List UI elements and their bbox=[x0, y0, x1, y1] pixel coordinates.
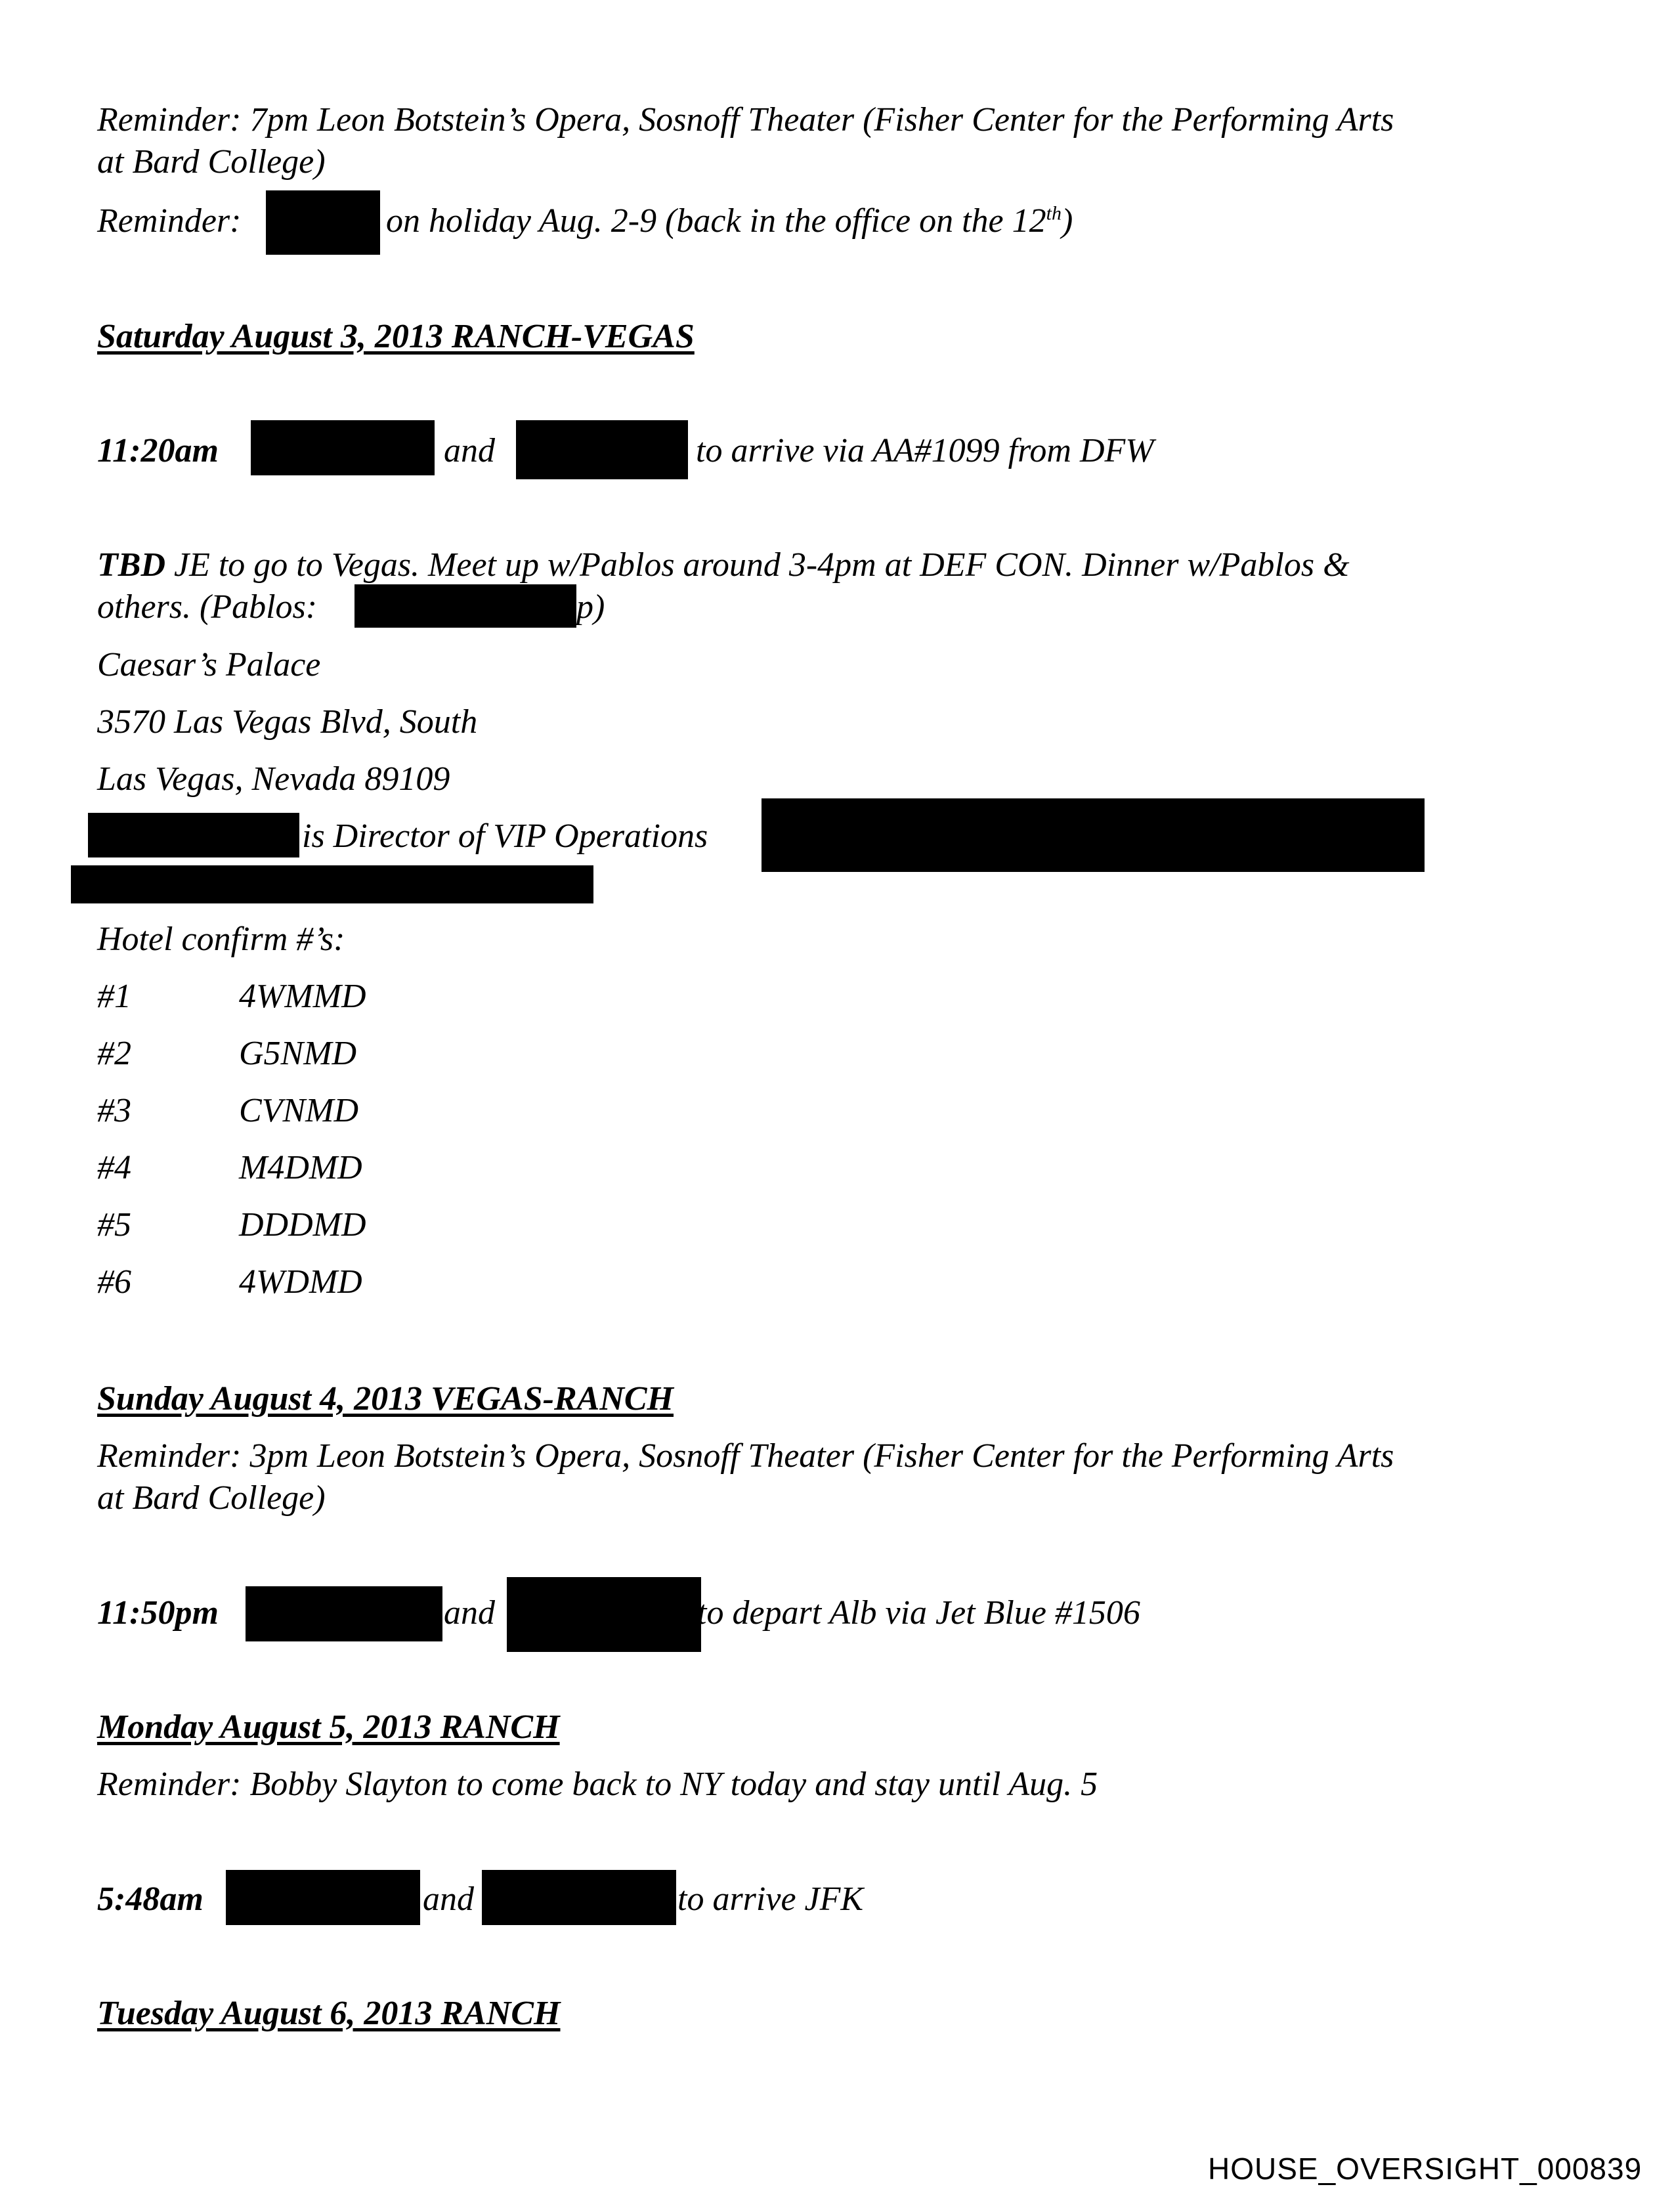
confirm-num-2: #2 bbox=[97, 1035, 131, 1072]
depart-time-aug4: 11:50pm bbox=[97, 1594, 219, 1632]
redaction-box bbox=[226, 1870, 420, 1925]
redaction-box bbox=[482, 1870, 676, 1925]
redaction-box bbox=[516, 420, 688, 479]
redaction-box bbox=[88, 813, 299, 857]
arrive-and-aug5: and bbox=[423, 1880, 474, 1918]
vip-text: is Director of VIP Operations bbox=[302, 817, 708, 855]
reminder-holiday-prefix: Reminder: bbox=[97, 202, 242, 240]
tbd-line bbox=[97, 544, 1350, 587]
redaction-box bbox=[507, 1577, 701, 1652]
redaction-box bbox=[762, 798, 1425, 872]
depart-text-aug4: to depart Alb via Jet Blue #1506 bbox=[697, 1594, 1140, 1632]
confirm-num-1: #1 bbox=[97, 978, 131, 1015]
depart-and-aug4: and bbox=[444, 1594, 495, 1632]
arrive-text-aug5: to arrive JFK bbox=[677, 1880, 864, 1918]
confirm-code-6: 4WDMD bbox=[239, 1263, 362, 1301]
tbd-cont-a: others. (Pablos: bbox=[97, 588, 318, 626]
tbd-text: JE to go to Vegas. Meet up w/Pablos around 3-4pm at DEF CON. Dinner w/Pablos & bbox=[174, 546, 1350, 584]
reminder-holiday-text: on holiday Aug. 2-9 (back in the office on the 12 bbox=[386, 202, 1046, 240]
reminder-holiday-sup: th bbox=[1046, 202, 1062, 225]
arrival-time-aug3: 11:20am bbox=[97, 432, 219, 469]
heading-aug3: Saturday August 3, 2013 RANCH-VEGAS bbox=[97, 318, 695, 355]
confirm-code-5: DDDMD bbox=[239, 1206, 366, 1244]
confirm-code-4: M4DMD bbox=[239, 1149, 362, 1186]
heading-aug6: Tuesday August 6, 2013 RANCH bbox=[97, 1995, 561, 2032]
confirm-code-2: G5NMD bbox=[239, 1035, 357, 1072]
confirm-num-3: #3 bbox=[97, 1092, 131, 1129]
redaction-box bbox=[71, 865, 593, 903]
reminder-opera-aug4: Reminder: 3pm Leon Botstein’s Opera, Sosnoff Theater (Fisher Center for the Performing Arts bbox=[97, 1437, 1394, 1475]
reminder-holiday bbox=[386, 200, 1073, 243]
tbd-cont-b: p) bbox=[576, 588, 605, 626]
confirm-num-4: #4 bbox=[97, 1149, 131, 1186]
arrival-and-aug3: and bbox=[444, 432, 495, 469]
arrival-text-aug3: to arrive via AA#1099 from DFW bbox=[696, 432, 1154, 469]
redaction-box bbox=[266, 190, 380, 255]
heading-aug5: Monday August 5, 2013 RANCH bbox=[97, 1708, 560, 1746]
confirm-code-1: 4WMMD bbox=[239, 978, 366, 1015]
confirm-code-3: CVNMD bbox=[239, 1092, 358, 1129]
redaction-box bbox=[251, 420, 435, 475]
reminder-holiday-close: ) bbox=[1061, 202, 1073, 240]
tbd-label: TBD bbox=[97, 546, 165, 584]
heading-aug4: Sunday August 4, 2013 VEGAS-RANCH bbox=[97, 1380, 674, 1418]
hotel-name: Caesar’s Palace bbox=[97, 646, 321, 683]
arrive-time-aug5: 5:48am bbox=[97, 1880, 204, 1918]
reminder-opera-aug4-cont: at Bard College) bbox=[97, 1479, 326, 1517]
reminder-opera-aug2-cont: at Bard College) bbox=[97, 143, 326, 181]
hotel-street: 3570 Las Vegas Blvd, South bbox=[97, 703, 478, 741]
bates-number: HOUSE_OVERSIGHT_000839 bbox=[1208, 2152, 1642, 2186]
hotel-city: Las Vegas, Nevada 89109 bbox=[97, 760, 450, 798]
reminder-aug5: Reminder: Bobby Slayton to come back to NY today and stay until Aug. 5 bbox=[97, 1766, 1098, 1803]
hotel-confirm-label: Hotel confirm #’s: bbox=[97, 921, 345, 958]
reminder-opera-aug2: Reminder: 7pm Leon Botstein’s Opera, Sosnoff Theater (Fisher Center for the Performing Arts bbox=[97, 101, 1394, 139]
confirm-num-5: #5 bbox=[97, 1206, 131, 1244]
redaction-box bbox=[246, 1586, 442, 1641]
confirm-num-6: #6 bbox=[97, 1263, 131, 1301]
redaction-box bbox=[354, 584, 576, 628]
